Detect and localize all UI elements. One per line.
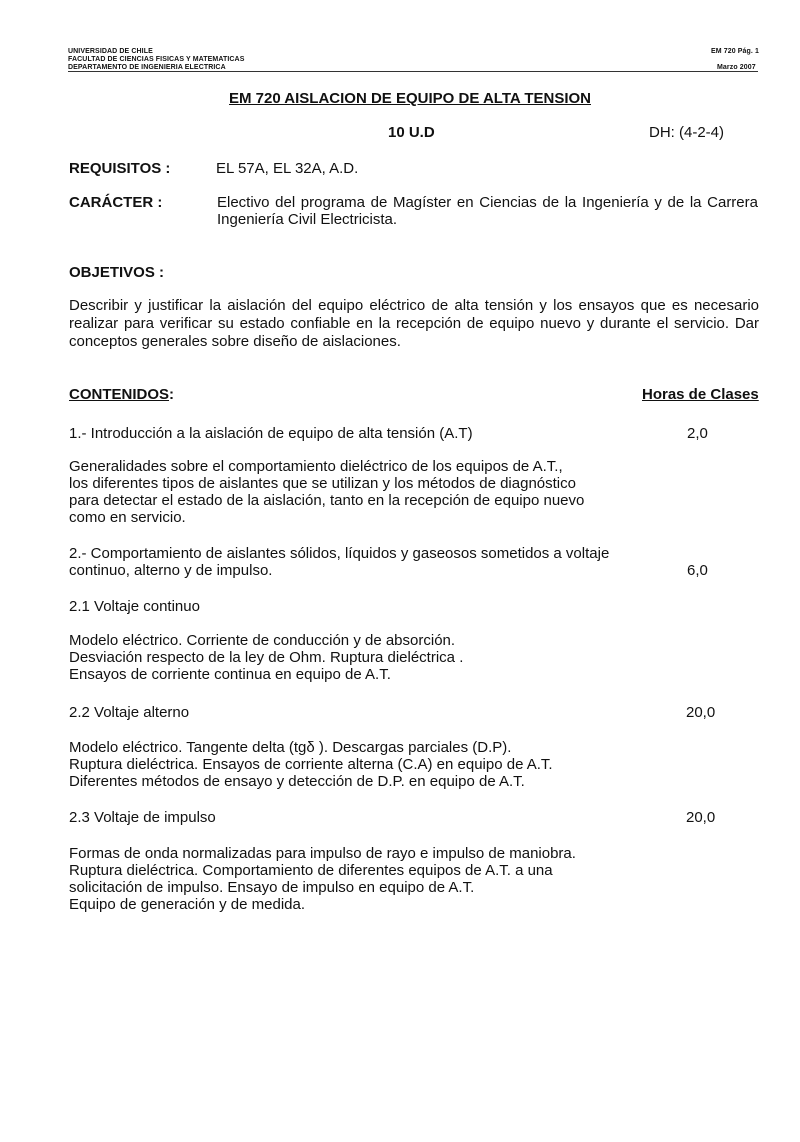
section-2-1-description [69,632,759,683]
caracter-line: Ingeniería Civil Electricista. [217,211,398,228]
section-1-description [69,458,759,526]
course-title: EM 720 AISLACION DE EQUIPO DE ALTA TENSION [229,90,591,107]
contenidos-label: CONTENIDOS [69,386,170,403]
faculty-name: FACULTAD DE CIENCIAS FISICAS Y MATEMATICAS [68,56,245,63]
section-2-title [69,545,759,579]
department-name: DEPARTAMENTO DE INGENIERIA ELECTRICA [68,64,226,71]
objetivos-label: OBJETIVOS : [69,264,165,281]
page-reference: EM 720 Pág. 1 [711,48,759,55]
objetivos-line: Describir y justificar la aislación del equipo eléctrico de alta tensión y los ensayos que es necesario [69,297,759,314]
contenidos-heading [69,386,174,403]
section-2-3-hours: 20,0 [686,809,716,826]
section-2-hours: 6,0 [687,562,708,579]
objetivos-line: conceptos generales sobre diseño de aislaciones. [69,333,401,350]
section-1-line: Generalidades sobre el comportamiento dieléctrico de los equipos de A.T., [69,458,563,475]
section-2-3-line: Ruptura dieléctrica. Comportamiento de diferentes equipos de A.T. a una [69,862,553,879]
section-1-line: como en servicio. [69,509,186,526]
section-1-line: para detectar el estado de la aislación, tanto en la recepción de equipo nuevo [69,492,585,509]
university-name: UNIVERSIDAD DE CHILE [68,48,153,55]
section-2-2-title: 2.2 Voltaje alterno [69,704,190,721]
section-2-1-line: Desviación respecto de la ley de Ohm. Ruptura dieléctrica . [69,649,464,666]
section-1-line: los diferentes tipos de aislantes que se utilizan y los métodos de diagnóstico [69,475,576,492]
section-1-hours: 2,0 [687,425,708,442]
section-2-2-line: Ruptura dieléctrica. Ensayos de corriente alterna (C.A) en equipo de A.T. [69,756,553,773]
hours-column-header: Horas de Clases [642,386,759,403]
section-2-3-line: solicitación de impulso. Ensayo de impulso en equipo de A.T. [69,879,475,896]
section-2-2-hours: 20,0 [686,704,716,721]
requisitos-value: EL 57A, EL 32A, A.D. [216,160,359,177]
section-2-title-line: 2.- Comportamiento de aislantes sólidos, líquidos y gaseosos sometidos a voltaje [69,545,610,562]
caracter-text [217,194,758,228]
section-2-2-line: Diferentes métodos de ensayo y detección de D.P. en equipo de A.T. [69,773,525,790]
requisitos-label: REQUISITOS : [69,160,171,177]
caracter-line: Electivo del programa de Magíster en Ciencias de la Ingeniería y de la Carrera [217,194,758,211]
document-date: Marzo 2007 [717,64,756,71]
section-2-1-line: Modelo eléctrico. Corriente de conducción y de absorción. [69,632,456,649]
section-2-3-description [69,845,759,913]
section-2-2-description [69,739,759,790]
section-2-1-line: Ensayos de corriente continua en equipo de A.T. [69,666,391,683]
caracter-label: CARÁCTER : [69,194,163,211]
objetivos-text [69,297,759,351]
course-units: 10 U.D [388,124,435,141]
contenidos-colon: : [169,386,175,403]
section-2-3-line: Formas de onda normalizadas para impulso de rayo e impulso de maniobra. [69,845,576,862]
course-dh: DH: (4-2-4) [649,124,725,141]
header-divider [68,71,758,72]
section-2-1-title: 2.1 Voltaje continuo [69,598,200,615]
section-2-title-line: continuo, alterno y de impulso. [69,562,273,579]
objetivos-line: realizar para verificar su estado confiable en la recepción de equipo nuevo y durante el servicio. Dar [69,315,759,332]
section-2-3-line: Equipo de generación y de medida. [69,896,306,913]
section-2-2-line: Modelo eléctrico. Tangente delta (tgδ ). Descargas parciales (D.P). [69,739,512,756]
section-1-title: 1.- Introducción a la aislación de equipo de alta tensión (A.T) [69,425,473,442]
section-2-3-title: 2.3 Voltaje de impulso [69,809,216,826]
